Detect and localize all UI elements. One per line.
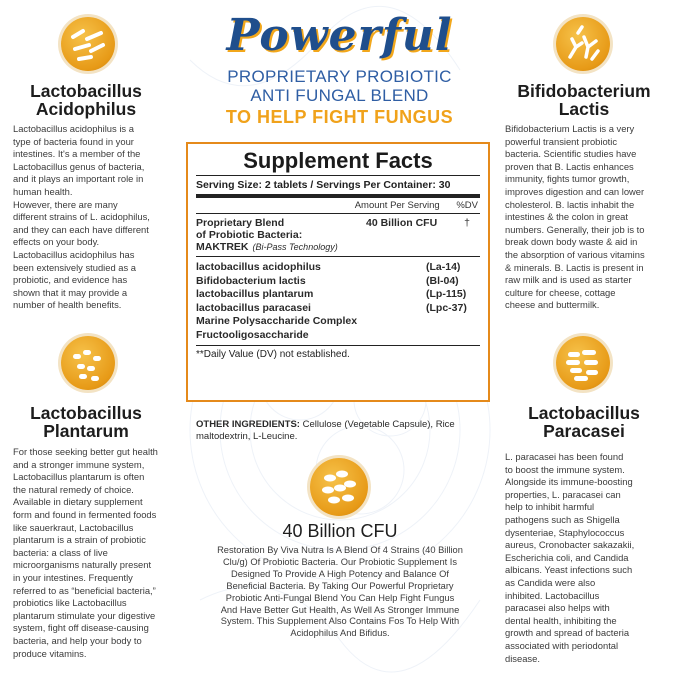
text-line: probiotic, and evidence has <box>13 274 128 286</box>
text-line: Designed To Provide A High Potency and Balance Of <box>231 568 449 579</box>
text-line: Lactobacillus acidophilus has <box>13 248 135 260</box>
strain-name: Fructooligosaccharide <box>196 328 309 341</box>
strain-row <box>196 315 480 329</box>
plantarum-title: Lactobacillus Plantarum <box>30 403 142 441</box>
text-line: cholesterol. B. lactis inhabit the <box>505 198 635 210</box>
amount-per-serving-label: Amount Per Serving <box>354 200 440 211</box>
other-ingredients-label: OTHER INGREDIENTS: <box>196 419 300 430</box>
text-line: microorganisms naturally present <box>13 559 152 571</box>
text-line: immunity, fights tumor growth, <box>505 173 630 185</box>
text-line: help to inhibit harmful <box>505 501 595 513</box>
text-line: bacteria, and help your body to <box>13 634 142 646</box>
text-line: culture for cheese, cottage <box>505 286 616 298</box>
text-line: form and found in fermented foods <box>13 508 157 520</box>
strain-row <box>196 329 480 343</box>
amount-header-row <box>196 198 480 214</box>
branched-bacteria-icon <box>556 17 610 71</box>
text-line: bacteria. Scientific studies have <box>505 148 637 160</box>
hero-subtitle-line2: ANTI FUNGAL BLEND <box>250 86 429 105</box>
text-line: Available in dietary supplement <box>13 496 143 508</box>
cfu-title: 40 Billion CFU <box>282 521 398 541</box>
blend-brand: MAKTREK (Bi-Pass Technology) <box>196 241 338 253</box>
serving-info: Serving Size: 2 tablets / Servings Per Container: 30 <box>196 176 480 198</box>
strain-name: lactobacillus paracasei <box>196 301 311 314</box>
strain-name: lactobacillus plantarum <box>196 288 314 300</box>
strain-name: Bifidobacterium lactis <box>196 274 306 287</box>
text-line: L. paracasei has been found <box>505 451 624 462</box>
text-line: powerful transient probiotic <box>505 135 618 147</box>
strain-row <box>196 288 480 302</box>
text-line: to boost the immune system. <box>505 463 625 475</box>
text-line: Escherichia coli, and Candida <box>505 551 629 563</box>
strain-code: (Bl-04) <box>426 274 459 287</box>
acidophilus-title: Lactobacillus Acidophilus <box>30 81 142 119</box>
text-line: proven that B. Lactis enhances <box>505 160 634 172</box>
text-line: cheese and buttermilk. <box>505 299 600 311</box>
text-line: the absorption of various vitamins <box>505 248 645 260</box>
text-line: shown that it may provide a <box>13 286 128 298</box>
strain-list <box>196 257 480 346</box>
text-line: Beneficial Bacteria. By Taking Our Powerful Proprietary <box>226 580 454 591</box>
text-line: probiotics like Lactobacillus <box>13 597 127 609</box>
text-line: referred to as “beneficial bacteria,” <box>13 584 156 596</box>
acidophilus-description <box>13 123 183 312</box>
text-line: raw milk and is used as starter <box>505 274 632 286</box>
text-line: plantarum is a strain of probiotic <box>13 534 146 546</box>
text-line: bacteria: a class of live <box>13 546 108 558</box>
text-line: albicans. Yeast infections such <box>505 564 633 576</box>
text-line: been extensively studied as a <box>13 261 136 273</box>
other-ingredients-text: Cellulose (Vegetable Capsule), Rice maltodextrin, L-Leucine. <box>196 419 455 442</box>
text-line: dysenteriae, Staphylococcus <box>505 526 625 538</box>
strain-name: Marine Polysaccharide Complex <box>196 315 358 327</box>
text-line: number of health benefits. <box>13 299 122 311</box>
strain-row <box>196 275 480 289</box>
text-line: improves digestion and can lower <box>505 185 645 197</box>
text-line: Acidophilus And Bifidus. <box>290 628 390 639</box>
text-line: Bifidobacterium Lactis is a very <box>505 123 635 134</box>
other-ingredients <box>196 419 492 443</box>
text-line: associated with periodontal <box>505 639 619 651</box>
dv-header-label: %DV <box>456 200 478 211</box>
text-line: and they can each have different <box>13 223 149 235</box>
text-line: Probiotic Anti-Fungal Blend You Can Help Fight Fungus <box>225 592 455 603</box>
text-line: intestines. It's a member of the <box>13 148 141 160</box>
chain-bacteria-icon <box>61 336 115 390</box>
text-line: plantarum stimulate your digestive <box>13 609 156 621</box>
text-line: aureus, Cronobacter sakazakii, <box>505 539 635 551</box>
text-line: Clu/g) Of Probiotic Bacteria. Our Probiotic Supplement Is <box>222 556 458 567</box>
proprietary-blend-row <box>196 214 480 257</box>
text-line: pathogens such as Shigella <box>505 513 620 525</box>
text-line: intestines & the colon in great <box>505 211 628 223</box>
text-line: growth and spread of bacteria <box>505 627 630 639</box>
text-line: properties, L. paracasei can <box>505 488 621 500</box>
text-line: system, fight off disease-causing <box>13 622 149 634</box>
text-line: paracasei also helps with <box>505 602 610 614</box>
text-line: break down body waste & aid in <box>505 236 638 248</box>
text-line: And Have Better Gut Health, As Well As Stronger Immune <box>220 604 460 615</box>
text-line: in your intestines. Frequently <box>13 571 133 583</box>
lactis-description <box>505 123 677 312</box>
text-line: effects on your body. <box>13 236 100 248</box>
blend-technology: (Bi-Pass Technology) <box>252 242 338 252</box>
strain-code: (Lp-115) <box>426 288 467 300</box>
blend-line1: Proprietary Blend <box>196 217 285 229</box>
lactis-title: Bifidobacterium Lactis <box>517 81 651 119</box>
text-line: inhibited. Lactobacillus <box>505 589 600 601</box>
strain-code: (La-14) <box>426 261 461 273</box>
paracasei-title: Lactobacillus Paracasei <box>528 403 640 441</box>
text-line: human health. <box>13 185 73 197</box>
blend-dagger: † <box>464 217 470 229</box>
plantarum-description <box>13 446 185 660</box>
text-line: the natural remedy of choice. <box>13 483 134 495</box>
supplement-facts-panel <box>186 142 490 402</box>
text-line: like sauerkraut, Lactobacillus <box>13 521 134 533</box>
text-line: as Candida were also <box>505 576 596 588</box>
text-line: and a stronger immune system, <box>13 458 145 470</box>
text-line: produce vitamins. <box>13 647 87 659</box>
text-line: and it plays an important role in <box>13 173 144 185</box>
text-line: Lactobacillus acidophilus is a <box>13 123 134 134</box>
text-line: type of bacteria found in your <box>13 135 134 147</box>
text-line: Lactobacillus genus of bacteria, <box>13 160 145 172</box>
supplement-facts-title: Supplement Facts <box>196 148 480 176</box>
text-line: numbers. Generally, their job is to <box>505 223 645 235</box>
text-line: Lactobacillus plantarum is often <box>13 471 145 483</box>
coccus-bacteria-icon <box>310 458 368 516</box>
blend-line2: of Probiotic Bacteria: <box>196 229 303 241</box>
blend-amount: 40 Billion CFU <box>366 217 438 229</box>
text-line: disease. <box>505 652 540 664</box>
text-line: & minerals. B. Lactis is present in <box>505 261 644 273</box>
paracasei-description <box>505 451 677 665</box>
rod-cluster-icon <box>556 336 610 390</box>
strain-row <box>196 302 480 316</box>
hero-title: Powerful <box>226 10 453 61</box>
strain-code: (Lpc-37) <box>426 301 467 314</box>
text-line: different strains of L. acidophilus, <box>13 211 150 223</box>
strain-row <box>196 261 480 275</box>
text-line: However, there are many <box>13 198 118 210</box>
cfu-description <box>200 545 480 640</box>
text-line: System. This Supplement Also Contains Fos To Help With <box>220 616 460 627</box>
dv-note: **Daily Value (DV) not established. <box>196 349 350 360</box>
text-line: For those seeking better gut health <box>13 446 158 457</box>
rod-bacteria-icon <box>61 17 115 71</box>
strain-name: lactobacillus acidophilus <box>196 261 321 273</box>
text-line: Alongside its immune-boosting <box>505 476 633 488</box>
text-line: Restoration By Viva Nutra Is A Blend Of 4 Strains (40 Billion <box>217 545 463 555</box>
text-line: dental health, inhibiting the <box>505 614 617 626</box>
hero-subtitle-line1: PROPRIETARY PROBIOTIC <box>227 67 452 86</box>
hero-tagline: TO HELP FIGHT FUNGUS <box>225 107 454 127</box>
